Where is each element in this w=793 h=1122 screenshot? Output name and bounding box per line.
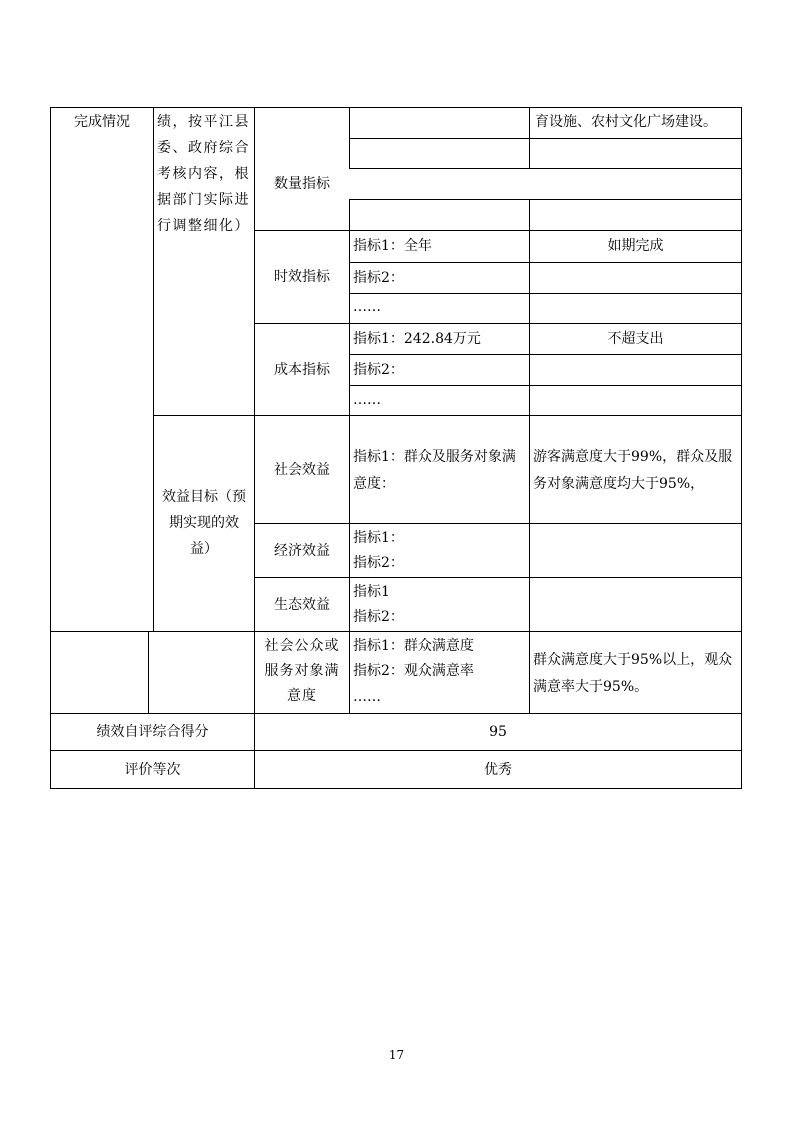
table-rule [529,199,530,631]
timeliness-value-1: 如期完成 [607,238,664,254]
satisfaction-indicator-2: 指标2：观众满意率 [353,663,474,679]
table-rule [153,107,154,631]
score-value: 95 [489,724,507,740]
economic-benefit-indicator-2: 指标2： [353,555,404,571]
score-label: 绩效自评综合得分 [96,724,209,740]
row0-value: 育设施、农村文化广场建设。 [535,114,717,130]
ecological-benefit-indicator-2: 指标2： [353,609,404,625]
table-rule [148,631,149,713]
benefit-target-label: 效益目标（预期实现的效益） [162,489,246,557]
grade-label: 评价等次 [124,761,181,778]
table-rule [349,199,742,200]
table-rule [50,788,742,789]
page-number: 17 [388,1048,405,1062]
satisfaction-indicator-1: 指标1：群众满意度 [353,638,474,654]
social-benefit-value: 游客满意度大于99%，群众及服务对象满意度均大于95%， [533,449,733,492]
ecological-benefit-indicator-1: 指标1 [353,584,390,600]
cost-value-1: 不超支出 [607,331,664,347]
satisfaction-value: 群众满意度大于95%以上，观众满意率大于95%。 [533,652,733,695]
table-rule [349,107,350,168]
table-rule [50,107,51,789]
table-rule [529,107,530,168]
timeliness-indicator-3: …… [353,299,381,315]
satisfaction-indicator-label: 社会公众或服务对象满意度 [264,638,340,704]
grade-value: 优秀 [484,761,512,778]
cost-indicator-label: 成本指标 [274,361,330,378]
table-rule [349,293,742,294]
table-rule [153,415,742,416]
timeliness-indicator-label: 时效指标 [274,269,330,285]
timeliness-indicator-1: 指标1：全年 [353,238,432,254]
cost-indicator-3: …… [353,392,381,408]
basis-note: 绩，按平江县委、政府综合考核内容，根据部门实际进行调整细化） [157,114,250,234]
economic-benefit-label: 经济效益 [274,542,330,559]
cost-indicator-1: 指标1：242.84万元 [353,331,481,347]
table-rule [349,262,742,263]
table-rule [50,631,742,632]
timeliness-indicator-2: 指标2： [353,270,404,286]
cost-indicator-2: 指标2： [353,362,404,378]
economic-benefit-indicator-1: 指标1： [353,530,404,546]
social-benefit-label: 社会效益 [274,461,330,478]
completion-label: 完成情况 [74,114,130,130]
table-rule [741,107,742,789]
table-rule [349,385,742,386]
table-rule [349,138,742,139]
social-benefit-indicator: 指标1：群众及服务对象满意度： [353,449,516,492]
quantity-indicator-label: 数量指标 [274,176,330,192]
table-rule [349,168,742,169]
table-rule [349,354,742,355]
ecological-benefit-label: 生态效益 [274,596,330,613]
satisfaction-indicator-3: …… [353,689,381,705]
